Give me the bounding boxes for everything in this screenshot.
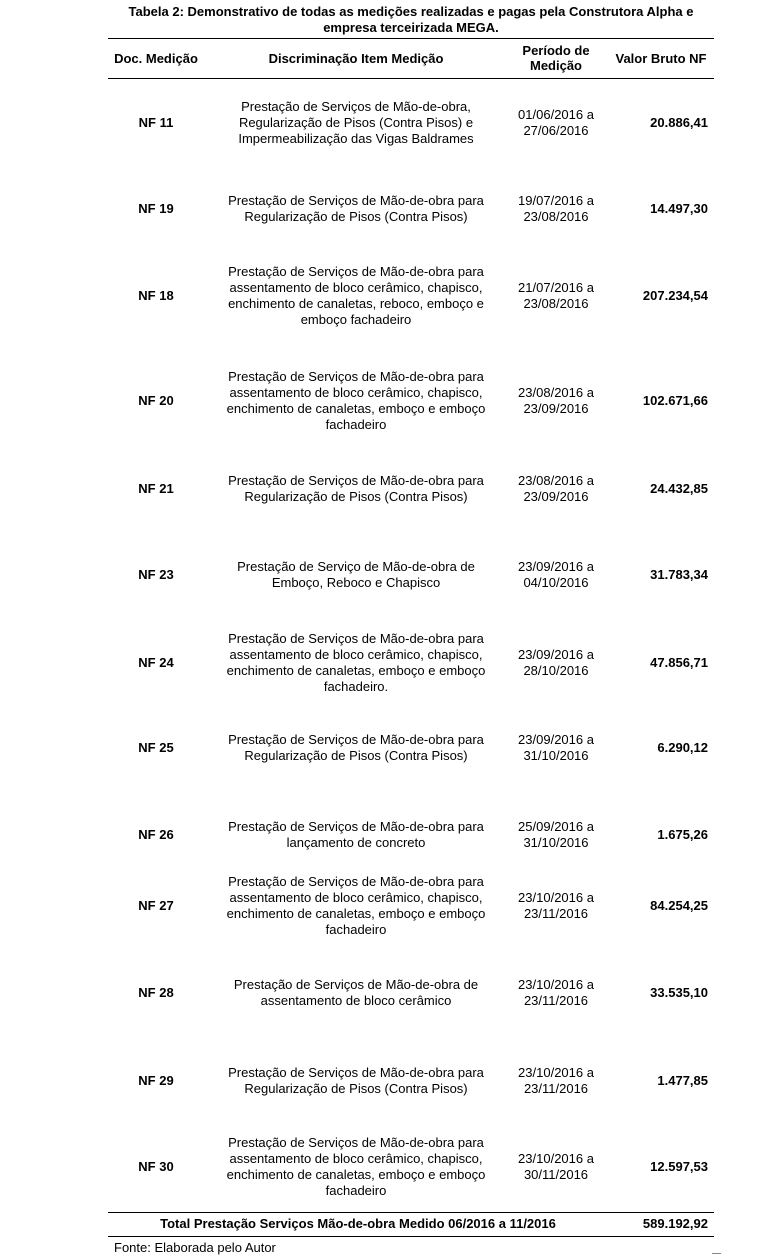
period-cell: 23/10/2016 a 23/11/2016 (518, 890, 594, 921)
value-cell: 1.477,85 (657, 1073, 708, 1088)
table-row (108, 462, 714, 516)
table-row (108, 692, 714, 804)
description-cell: Prestação de Serviços de Mão-de-obra para assentamento de bloco cerâmico, chapisco, enchimento de canaletas, emboço e emboço fachadeiro. (226, 631, 486, 694)
description-cell: Prestação de Serviços de Mão-de-obra para Regularização de Pisos (Contra Pisos) (228, 732, 484, 763)
value-cell: 20.886,41 (650, 115, 708, 130)
total-row (108, 1214, 714, 1234)
total-label: Total Prestação Serviços Mão-de-obra Medido 06/2016 a 11/2016 (160, 1216, 556, 1231)
period-cell: 23/08/2016 a 23/09/2016 (518, 385, 594, 416)
table-row (108, 804, 714, 866)
doc-cell: NF 18 (138, 288, 174, 303)
value-cell: 24.432,85 (650, 481, 708, 496)
table-row (108, 252, 714, 340)
description-cell: Prestação de Serviços de Mão-de-obra para assentamento de bloco cerâmico, chapisco, enchimento de canaletas, reboco, emboço e emboço fachadeiro (228, 264, 484, 327)
table-row (108, 516, 714, 634)
value-cell: 207.234,54 (642, 288, 708, 303)
table-row (108, 631, 714, 694)
doc-cell: NF 29 (138, 1073, 174, 1088)
value-cell: 1.675,26 (657, 827, 708, 842)
doc-cell: NF 25 (138, 740, 174, 755)
table-row (108, 166, 714, 252)
value-cell: 84.254,25 (650, 898, 708, 913)
doc-cell: NF 30 (138, 1159, 174, 1174)
period-cell: 01/06/2016 a 27/06/2016 (518, 107, 594, 138)
value-cell: 6.290,12 (657, 740, 708, 755)
header-period: Período de Medição (522, 43, 590, 73)
table-row (108, 340, 714, 462)
period-cell: 23/08/2016 a 23/09/2016 (518, 473, 594, 504)
period-cell: 23/09/2016 a 04/10/2016 (518, 559, 594, 590)
value-cell: 102.671,66 (642, 393, 708, 408)
value-cell: 12.597,53 (650, 1159, 708, 1174)
description-cell: Prestação de Serviço de Mão-de-obra de Emboço, Reboco e Chapisco (237, 559, 475, 590)
doc-cell: NF 28 (138, 985, 174, 1000)
period-cell: 23/10/2016 a 23/11/2016 (518, 977, 594, 1008)
table-row (108, 866, 714, 946)
description-cell: Prestação de Serviços de Mão-de-obra para assentamento de bloco cerâmico, chapisco, enchimento de canaletas, emboço e emboço fachadeiro (226, 874, 486, 937)
period-cell: 21/07/2016 a 23/08/2016 (518, 280, 594, 311)
value-cell: 31.783,34 (650, 567, 708, 582)
total-top-rule (108, 1212, 714, 1213)
doc-cell: NF 11 (138, 115, 174, 130)
corner-mark (712, 1253, 721, 1254)
doc-cell: NF 23 (138, 567, 174, 582)
table-row (108, 1122, 714, 1212)
table-row (108, 946, 714, 1040)
doc-cell: NF 21 (138, 481, 174, 496)
description-cell: Prestação de Serviços de Mão-de-obra, Regularização de Pisos (Contra Pisos) e Impermeabilização das Vigas Baldrames (238, 99, 474, 146)
source-note: Fonte: Elaborada pelo Autor (114, 1240, 276, 1255)
period-cell: 25/09/2016 a 31/10/2016 (518, 819, 594, 850)
total-value: 589.192,92 (642, 1216, 708, 1231)
description-cell: Prestação de Serviços de Mão-de-obra para assentamento de bloco cerâmico, chapisco, enchimento de canaletas, emboço e emboço fachadeiro (226, 1135, 486, 1198)
header-doc: Doc. Medição (114, 50, 198, 66)
doc-cell: NF 24 (138, 655, 174, 670)
value-cell: 47.856,71 (650, 655, 708, 670)
period-cell: 23/10/2016 a 23/11/2016 (518, 1065, 594, 1096)
table-row (108, 1040, 714, 1122)
total-bottom-rule (108, 1236, 714, 1237)
header-value: Valor Bruto NF (615, 50, 707, 66)
period-cell: 23/09/2016 a 31/10/2016 (518, 732, 594, 763)
header-rule (108, 78, 714, 79)
value-cell: 14.497,30 (650, 201, 708, 216)
doc-cell: NF 19 (138, 201, 174, 216)
description-cell: Prestação de Serviços de Mão-de-obra para assentamento de bloco cerâmico, chapisco, enchimento de canaletas, emboço e emboço fachadeiro (226, 369, 486, 432)
description-cell: Prestação de Serviços de Mão-de-obra para Regularização de Pisos (Contra Pisos) (228, 1065, 484, 1096)
header-description: Discriminação Item Medição (268, 50, 444, 66)
doc-cell: NF 27 (138, 898, 174, 913)
period-cell: 19/07/2016 a 23/08/2016 (518, 193, 594, 224)
doc-cell: NF 26 (138, 827, 174, 842)
description-cell: Prestação de Serviços de Mão-de-obra para Regularização de Pisos (Contra Pisos) (228, 193, 484, 224)
period-cell: 23/09/2016 a 28/10/2016 (518, 647, 594, 678)
top-rule (108, 38, 714, 39)
table-row (108, 80, 714, 166)
table-caption: Tabela 2: Demonstrativo de todas as medições realizadas e pagas pela Construtora Alpha e empresa terceirizada MEGA. (128, 4, 694, 35)
value-cell: 33.535,10 (650, 985, 708, 1000)
description-cell: Prestação de Serviços de Mão-de-obra para lançamento de concreto (228, 819, 484, 850)
description-cell: Prestação de Serviços de Mão-de-obra para Regularização de Pisos (Contra Pisos) (228, 473, 484, 504)
period-cell: 23/10/2016 a 30/11/2016 (518, 1151, 594, 1182)
description-cell: Prestação de Serviços de Mão-de-obra de assentamento de bloco cerâmico (233, 977, 479, 1008)
doc-cell: NF 20 (138, 393, 174, 408)
